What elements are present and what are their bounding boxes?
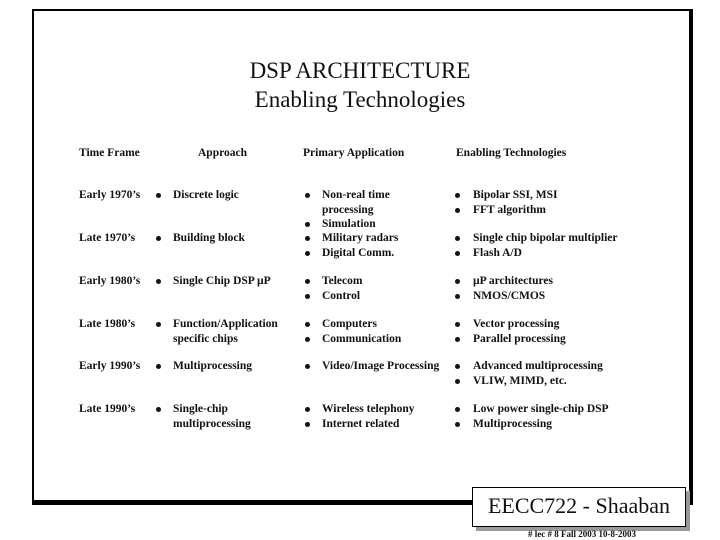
approach-bullet-icon	[156, 322, 161, 327]
technology-item: Advanced multiprocessing	[473, 360, 603, 372]
technology-item: Single chip bipolar multiplier	[473, 232, 618, 244]
application-item: Computers	[322, 318, 377, 330]
application-item: Telecom	[322, 275, 363, 287]
approach-cell: Function/Application	[173, 318, 278, 330]
technology-bullet-icon	[455, 208, 460, 213]
technology-bullet-icon	[455, 337, 460, 342]
technology-item: FFT algorithm	[473, 203, 546, 216]
technology-item: Low power single-chip DSP	[473, 403, 609, 415]
application-bullet-icon	[305, 322, 310, 327]
lecture-info: # lec # 8 Fall 2003 10-8-2003	[528, 529, 636, 539]
application-item: Internet related	[322, 417, 400, 430]
footer-box	[472, 487, 686, 527]
technology-bullet-icon	[455, 379, 460, 384]
course-label: EECC722 - Shaaban	[487, 493, 671, 518]
approach-cell: specific chips	[173, 332, 238, 345]
technology-item: Vector processing	[473, 318, 560, 330]
approach-cell: multiprocessing	[173, 417, 251, 430]
technology-bullet-icon	[455, 251, 460, 256]
application-bullet-icon	[305, 193, 310, 198]
application-bullet-icon	[305, 279, 310, 284]
time-frame-cell: Early 1990’s	[79, 360, 141, 372]
time-frame-cell: Early 1980’s	[79, 275, 141, 287]
technology-item: Flash A/D	[473, 246, 522, 259]
application-bullet-icon	[305, 251, 310, 256]
approach-cell: Discrete logic	[173, 189, 239, 201]
application-item: Control	[322, 289, 361, 302]
application-item: Military radars	[322, 232, 399, 244]
technology-item: NMOS/CMOS	[473, 289, 546, 302]
application-item: Simulation	[322, 218, 376, 230]
application-bullet-icon	[305, 236, 310, 241]
slide-title	[0, 56, 720, 114]
approach-cell: Multiprocessing	[173, 360, 253, 372]
technology-item: VLIW, MIMD, etc.	[473, 374, 567, 387]
time-frame-cell: Late 1990’s	[79, 403, 136, 415]
header-approach: Approach	[198, 147, 247, 159]
approach-bullet-icon	[156, 193, 161, 198]
application-bullet-icon	[305, 294, 310, 299]
application-item: Digital Comm.	[322, 246, 395, 259]
time-frame-cell: Late 1980’s	[79, 318, 136, 330]
technology-item: Bipolar SSI, MSI	[473, 189, 558, 201]
technology-bullet-icon	[455, 236, 460, 241]
application-item: Communication	[322, 332, 402, 345]
title-line-1: DSP ARCHITECTURE	[249, 58, 471, 83]
approach-bullet-icon	[156, 236, 161, 241]
application-bullet-icon	[305, 422, 310, 427]
approach-cell: Single Chip DSP µP	[173, 275, 271, 287]
application-bullet-icon	[305, 222, 310, 227]
technology-item: Multiprocessing	[473, 417, 553, 430]
time-frame-cell: Early 1970’s	[79, 189, 141, 201]
header-primary-application: Primary Application	[303, 147, 405, 159]
approach-bullet-icon	[156, 407, 161, 412]
title-line-2: Enabling Technologies	[254, 87, 466, 112]
technology-bullet-icon	[455, 407, 460, 412]
approach-cell: Single-chip	[173, 403, 228, 415]
approach-bullet-icon	[156, 364, 161, 369]
application-item: processing	[322, 203, 374, 216]
technology-bullet-icon	[455, 279, 460, 284]
application-bullet-icon	[305, 364, 310, 369]
header-time-frame: Time Frame	[79, 147, 140, 159]
technology-bullet-icon	[455, 364, 460, 369]
header-enabling-technologies: Enabling Technologies	[456, 147, 567, 159]
application-bullet-icon	[305, 407, 310, 412]
application-item: Video/Image Processing	[322, 360, 440, 372]
approach-cell: Building block	[173, 232, 245, 244]
approach-bullet-icon	[156, 279, 161, 284]
technology-item: Parallel processing	[473, 332, 566, 345]
technology-bullet-icon	[455, 322, 460, 327]
technology-bullet-icon	[455, 193, 460, 198]
technology-bullet-icon	[455, 422, 460, 427]
application-bullet-icon	[305, 337, 310, 342]
technology-bullet-icon	[455, 294, 460, 299]
application-item: Non-real time	[322, 189, 390, 201]
technology-item: µP architectures	[473, 275, 553, 287]
application-item: Wireless telephony	[322, 403, 415, 415]
time-frame-cell: Late 1970’s	[79, 232, 136, 244]
